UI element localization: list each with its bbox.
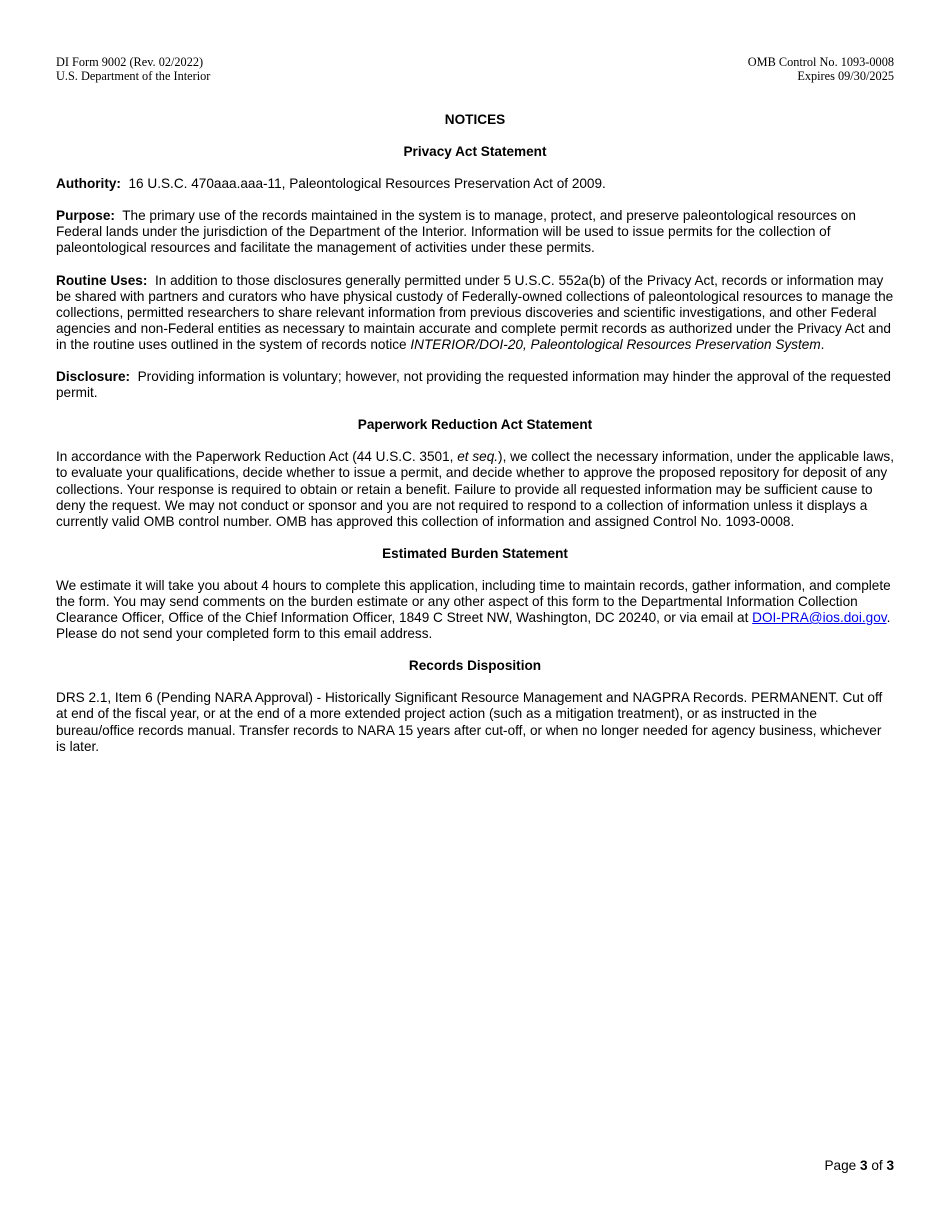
omb-control-number: OMB Control No. 1093-0008 [747, 55, 894, 69]
expiration-date: Expires 09/30/2025 [797, 69, 894, 84]
form-header-right [748, 55, 894, 84]
burden-statement-paragraph [56, 578, 894, 642]
records-disposition-paragraph: DRS 2.1, Item 6 (Pending NARA Approval) - Historically Significant Resource Management and NAGPRA Records. PERMANENT. Cut off at end of the fiscal year, or at the end of a more extended project action (such as a mitigation treatment), or as instructed in the bureau/office records manual. Transfer records to NARA 15 years after cut-off, or when no longer needed for agency business, whichever is later. [56, 690, 883, 754]
burden-text-end: . Please do not send your completed form to this email address. [56, 610, 891, 642]
doi-pra-email-link[interactable]: DOI-PRA@ios.doi.gov [752, 610, 887, 626]
notices-title: NOTICES [444, 112, 506, 127]
current-page: 3 [859, 1158, 868, 1173]
disclosure-text: Providing information is voluntary; however, not providing the requested information may hinder the approval of the requested permit. [56, 369, 891, 401]
records-disposition-title: Records Disposition [408, 658, 542, 674]
form-number: DI Form 9002 (Rev. 02/2022) [56, 55, 204, 69]
total-pages: 3 [886, 1158, 894, 1173]
page-word: Page [824, 1158, 857, 1173]
routine-uses-label: Routine Uses: [56, 272, 148, 288]
purpose-paragraph [56, 208, 894, 256]
burden-text-start: We estimate it will take you about 4 hours to complete this application, including time to maintain records, gather information, and complete the form. You may send comments on the burden estimate or any other aspect of this form to the Departmental Information Collection Clearance Officer, Office of the Chief Information Officer, 1849 C Street NW, Washington, DC 20240, or via email at [56, 577, 891, 626]
paperwork-text-end: ), we collect the necessary information, under the applicable laws, to evaluate your qualifications, decide whether to issue a permit, and decide whether to approve the proposed repository for deposit of any collections. Your response is required to obtain or retain a benefit. Failure to provide all requested information may be sufficient cause to deny the request. We may not conduct or sponsor and you are not required to respond to a collection of information unless it displays a currently valid OMB control number. OMB has approved this collection of information and assigned Control No. 1093-0008. [56, 449, 894, 529]
disclosure-label: Disclosure: [56, 369, 131, 385]
paperwork-reduction-title: Paperwork Reduction Act Statement [357, 417, 593, 433]
paperwork-text-start: In accordance with the Paperwork Reduction Act (44 U.S.C. 3501, [56, 449, 454, 465]
of-word: of [871, 1158, 883, 1173]
purpose-text: The primary use of the records maintained in the system is to manage, protect, and preserve paleontological resources on Federal lands under the jurisdiction of the Department of the Interior. Information will be used to issue permits for the collection of paleontological resources and facilitate the management of activities under these permits. [56, 208, 856, 256]
routine-uses-paragraph [56, 273, 894, 353]
form-header-left [56, 55, 210, 84]
purpose-label: Purpose: [56, 208, 115, 224]
privacy-act-title: Privacy Act Statement [403, 144, 547, 160]
authority-label: Authority: [56, 176, 121, 192]
routine-uses-end: . [820, 336, 825, 352]
notices-content [56, 112, 894, 755]
department-name: U.S. Department of the Interior [56, 69, 211, 84]
et-seq: et seq. [457, 449, 499, 465]
system-of-records-notice: INTERIOR/DOI-20, Paleontological Resources Preservation System [410, 336, 821, 352]
authority-paragraph [56, 176, 894, 192]
page-number [824, 1158, 894, 1174]
authority-text: 16 U.S.C. 470aaa.aaa-11, Paleontological Resources Preservation Act of 2009. [128, 176, 606, 192]
burden-statement-title: Estimated Burden Statement [382, 545, 568, 561]
routine-uses-text: In addition to those disclosures generally permitted under 5 U.S.C. 552a(b) of the Privacy Act, records or information may be shared with partners and curators who have physical custody of Federally-owned collections of paleontological resources to manage the collections, permitted researchers to share relevant information from previous discoveries and scientific investigations, and other Federal agencies and non-Federal entities as necessary to maintain accurate and complete permit records as authorized under the Privacy Act and in the routine uses outlined in the system of records notice [56, 272, 894, 352]
disclosure-paragraph [56, 369, 894, 401]
paperwork-reduction-paragraph [56, 449, 894, 529]
